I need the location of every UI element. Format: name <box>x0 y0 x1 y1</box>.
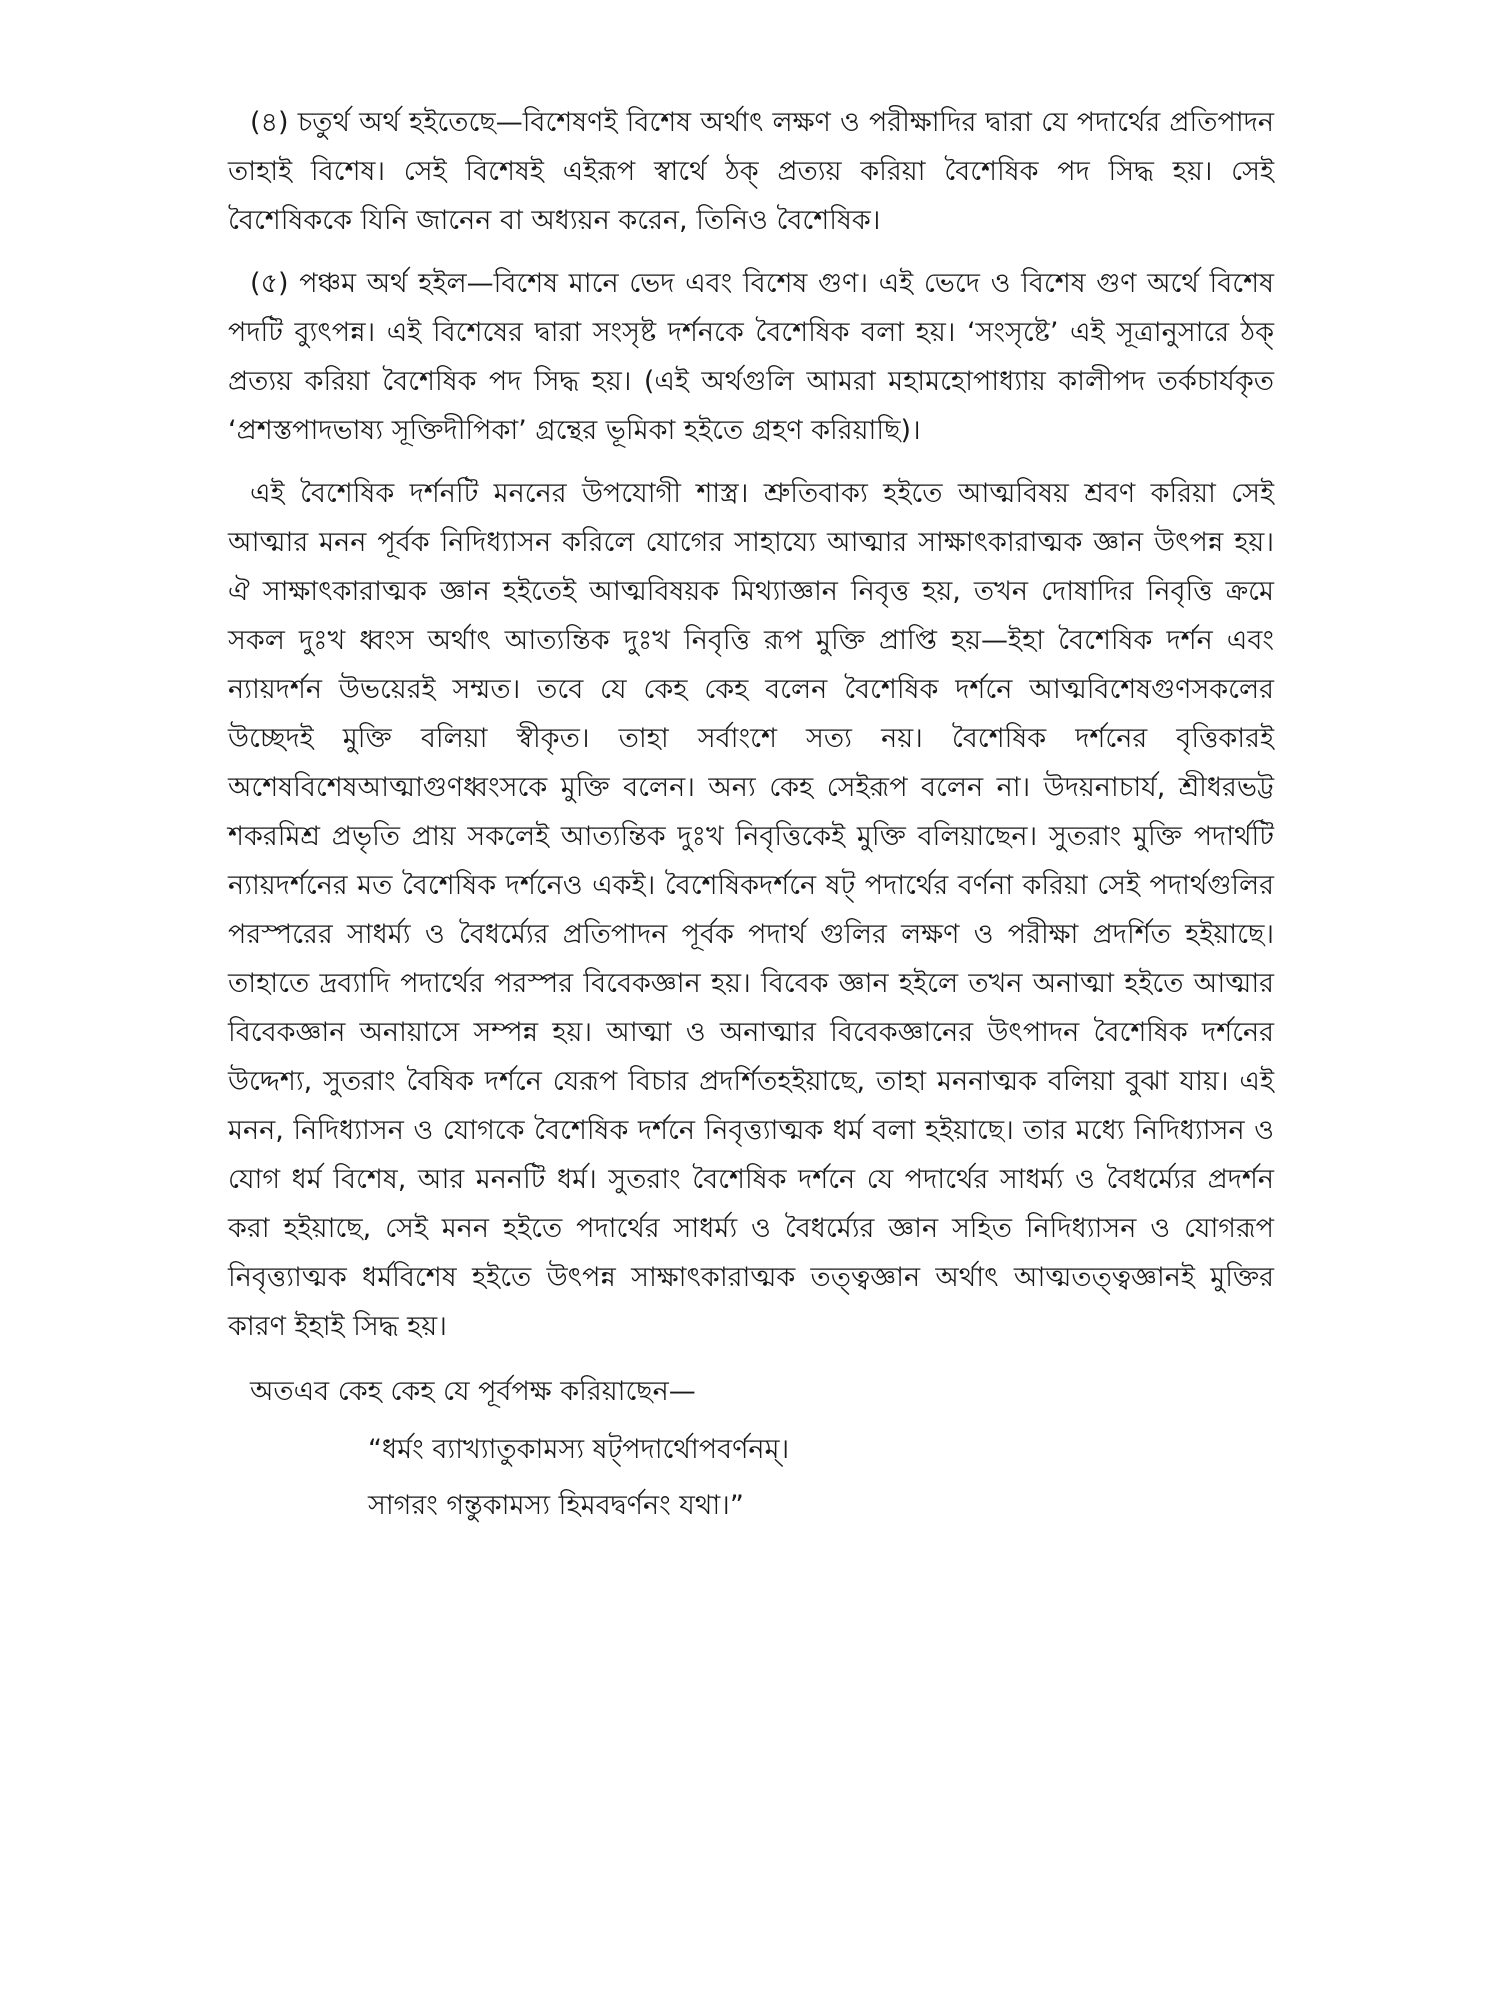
verse-line-1: “ধর্মং ব্যাখ্যাতুকামস্য ষট্পদার্থোপবর্ণনম্। <box>368 1434 790 1465</box>
paragraph-vaisheshika-liberation: এই বৈশেষিক দর্শনটি মননের উপযোগী শাস্ত্র। শ্রুতিবাক্য হইতে আত্মবিষয় শ্রবণ করিয়া সেই আত্মার মনন পূর্বক নিদিধ্যাসন করিলে যোগের সাহায্যে আত্মার সাক্ষাৎকারাত্মক জ্ঞান উৎপন্ন হয়। ঐ সাক্ষাৎকারাত্মক জ্ঞান হইতেই আত্মবিষয়ক মিথ্যাজ্ঞান নিবৃত্ত হয়, তখন দোষাদির নিবৃত্তি ক্রমে সকল দুঃখ ধ্বংস অর্থাৎ আত্যন্তিক দুঃখ নিবৃত্তি রূপ মুক্তি প্রাপ্তি হয়—ইহা বৈশেষিক দর্শন এবং ন্যায়দর্শন উভয়েরই সম্মত। তবে যে কেহ কেহ বলেন বৈশেষিক দর্শনে আত্মবিশেষগুণসকলের উচ্ছেদই মুক্তি বলিয়া স্বীকৃত। তাহা সর্বাংশে সত্য নয়। বৈশেষিক দর্শনের বৃত্তিকারই অশেষবিশেষআত্মাগুণধ্বংসকে মুক্তি বলেন। অন্য কেহ সেইরূপ বলেন না। উদয়নাচার্য, শ্রীধরভট্ট শকরমিশ্র প্রভৃতি প্রায় সকলেই আত্যন্তিক দুঃখ নিবৃত্তিকেই মুক্তি বলিয়াছেন। সুতরাং মুক্তি পদার্থটি ন্যায়দর্শনের মত বৈশেষিক দর্শনেও একই। বৈশেষিকদর্শনে ষট্ পদার্থের বর্ণনা করিয়া সেই পদার্থগুলির পরস্পরের সাধর্ম্য ও বৈধর্ম্যের প্রতিপাদন পূর্বক পদার্থ গুলির লক্ষণ ও পরীক্ষা প্রদর্শিত হইয়াছে। তাহাতে দ্রব্যাদি পদার্থের পরস্পর বিবেকজ্ঞান হয়। বিবেক জ্ঞান হইলে তখন অনাত্মা হইতে আত্মার বিবেকজ্ঞান অনায়াসে সম্পন্ন হয়। আত্মা ও অনাত্মার বিবেকজ্ঞানের উৎপাদন বৈশেষিক দর্শনের উদ্দেশ্য, সুতরাং বৈষিক দর্শনে যেরূপ বিচার প্রদর্শিতহইয়াছে, তাহা মননাত্মক বলিয়া বুঝা যায়। এই মনন, নিদিধ্যাসন ও যোগকে বৈশেষিক দর্শনে নিবৃত্ত্যাত্মক ধর্ম বলা হইয়াছে। তার মধ্যে নিদিধ্যাসন ও যোগ ধর্ম বিশেষ, আর মননটি ধর্ম। সুতরাং বৈশেষিক দর্শনে যে পদার্থের সাধর্ম্য ও বৈধর্ম্যের প্রদর্শন করা হইয়াছে, সেই মনন হইতে পদার্থের সাধর্ম্য ও বৈধর্ম্যের জ্ঞান সহিত নিদিধ্যাসন ও যোগরূপ নিবৃত্ত্যাত্মক ধর্মবিশেষ হইতে উৎপন্ন সাক্ষাৎকারাত্মক তত্ত্বজ্ঞান অর্থাৎ আত্মতত্ত্বজ্ঞানই মুক্তির কারণ ইহাই সিদ্ধ হয়। <box>228 478 1274 1342</box>
verse-introduction: অতএব কেহ কেহ যে পূর্বপক্ষ করিয়াছেন— <box>250 1376 696 1407</box>
sanskrit-verse <box>228 1422 1274 1534</box>
paragraph-fifth-meaning: (৫) পঞ্চম অর্থ হইল—বিশেষ মানে ভেদ এবং বিশেষ গুণ। এই ভেদে ও বিশেষ গুণ অর্থে বিশেষ পদটি ব্যুৎপন্ন। এই বিশেষের দ্বারা সংসৃষ্ট দর্শনকে বৈশেষিক বলা হয়। ‘সংসৃষ্টে’ এই সূত্রানুসারে ঠক্ প্রত্যয় করিয়া বৈশেষিক পদ সিদ্ধ হয়। (এই অর্থগুলি আমরা মহামহোপাধ্যায় কালীপদ তর্কচার্যকৃত ‘প্রশস্তপাদভাষ্য সূক্তিদীপিকা’ গ্রন্থের ভূমিকা হইতে গ্রহণ করিয়াছি)। <box>228 268 1274 446</box>
page-text-block <box>228 98 1274 1534</box>
paragraph-fourth-meaning: (৪) চতুর্থ অর্থ হইতেছে—বিশেষণই বিশেষ অর্থাৎ লক্ষণ ও পরীক্ষাদির দ্বারা যে পদার্থের প্রতিপাদন তাহাই বিশেষ। সেই বিশেষই এইরূপ স্বার্থে ঠক্ প্রত্যয় করিয়া বৈশেষিক পদ সিদ্ধ হয়। সেই বৈশেষিককে যিনি জানেন বা অধ্যয়ন করেন, তিনিও বৈশেষিক। <box>228 107 1274 236</box>
verse-line-2: সাগরং গন্তুকামস্য হিমবদ্বর্ণনং যথা।” <box>368 1490 744 1521</box>
